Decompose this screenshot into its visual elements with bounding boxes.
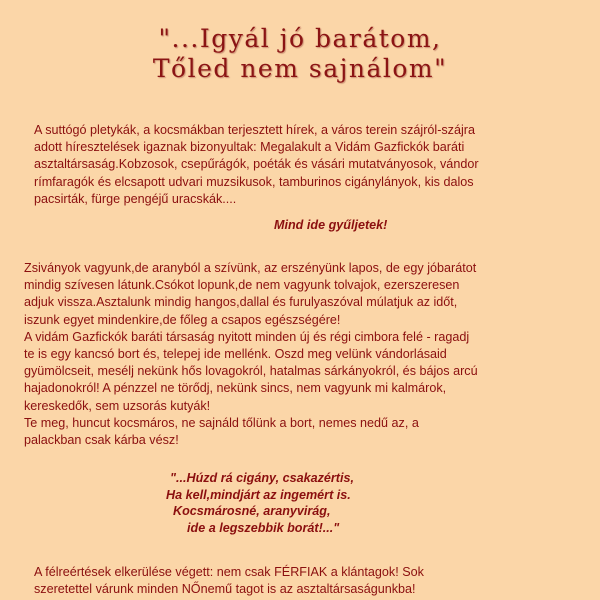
intro-line: pacsirták, fürge pengéjű uracskák.... (34, 191, 237, 206)
main-line: te is egy kancsó bort és, telepej ide mellénk. Oszd meg velünk vándorlásaid (24, 347, 447, 362)
song-verse (150, 470, 430, 536)
verse-line: Kocsmárosné, aranyvirág, (173, 504, 331, 519)
main-line: Te meg, huncut kocsmáros, ne sajnáld tőlünk a bort, nemes nedű az, a (24, 415, 419, 430)
main-line: hajadonokról! A pénzzel ne törődj, nekünk sincs, nem vagyunk mi kalmárok, (24, 381, 447, 396)
verse-line: Ha kell,mindjárt az ingemért is. (166, 487, 351, 502)
intro-line: asztaltársaság.Kobzosok, csepűrágók, poéták és vásári mutatványosok, vándor (34, 157, 479, 172)
title-line-2: Tőled nem sajnálom" (152, 54, 448, 83)
verse-line: "...Húzd rá cigány, csakazértis, (170, 471, 354, 485)
intro-line: adott híresztelések igaznak bizonyultak: Megalakult a Vidám Gazfickók baráti (34, 140, 465, 155)
page-title (0, 24, 600, 84)
cheer-text: Mind ide gyűljetek! (274, 218, 388, 232)
main-line: Zsiványok vagyunk,de aranyból a szívünk, az erszényünk lapos, de egy jóbarátot (24, 261, 477, 275)
verse-line: ide a legszebbik borát!..." (187, 520, 340, 535)
title-line-1: "...Igyál jó barátom, (158, 24, 442, 53)
main-line: gyümölcseit, mesélj nekünk hős lovagokról, hatalmas sárkányokról, és bájos arcú (24, 364, 478, 379)
main-paragraph (24, 260, 478, 449)
intro-line: A suttógó pletykák, a kocsmákban terjesztett hírek, a város terein szájról-szájra (34, 123, 475, 137)
footer-line: szeretettel várunk minden NŐnemű tagot is az asztaltársaságunkba! (34, 582, 416, 597)
main-line: palackban csak kárba vész! (24, 433, 179, 448)
main-line: mindig szívesen látunk.Csókot lopunk,de nem vagyunk tolvajok, ezerszeresen (24, 278, 460, 293)
main-line: adjuk vissza.Asztalunk mindig hangos,dallal és furulyaszóval múlatjuk az időt, (24, 295, 458, 310)
main-line: kereskedők, sem uzsorás kutyák! (24, 398, 211, 413)
footer-line: A félreértések elkerülése végett: nem csak FÉRFIAK a klántagok! Sok (34, 565, 424, 579)
intro-line: rímfaragók és elcsapott udvari muzsikusok, tamburinos cigánylányok, kis dalos (34, 174, 474, 189)
footer-note (34, 564, 424, 598)
main-line: A vidám Gazfickók baráti társaság nyitott minden új és régi cimbora felé - ragadj (24, 329, 470, 344)
main-line: iszunk egyet mindenkire,de főleg a csapos egészségére! (24, 312, 341, 327)
intro-paragraph (34, 122, 479, 208)
